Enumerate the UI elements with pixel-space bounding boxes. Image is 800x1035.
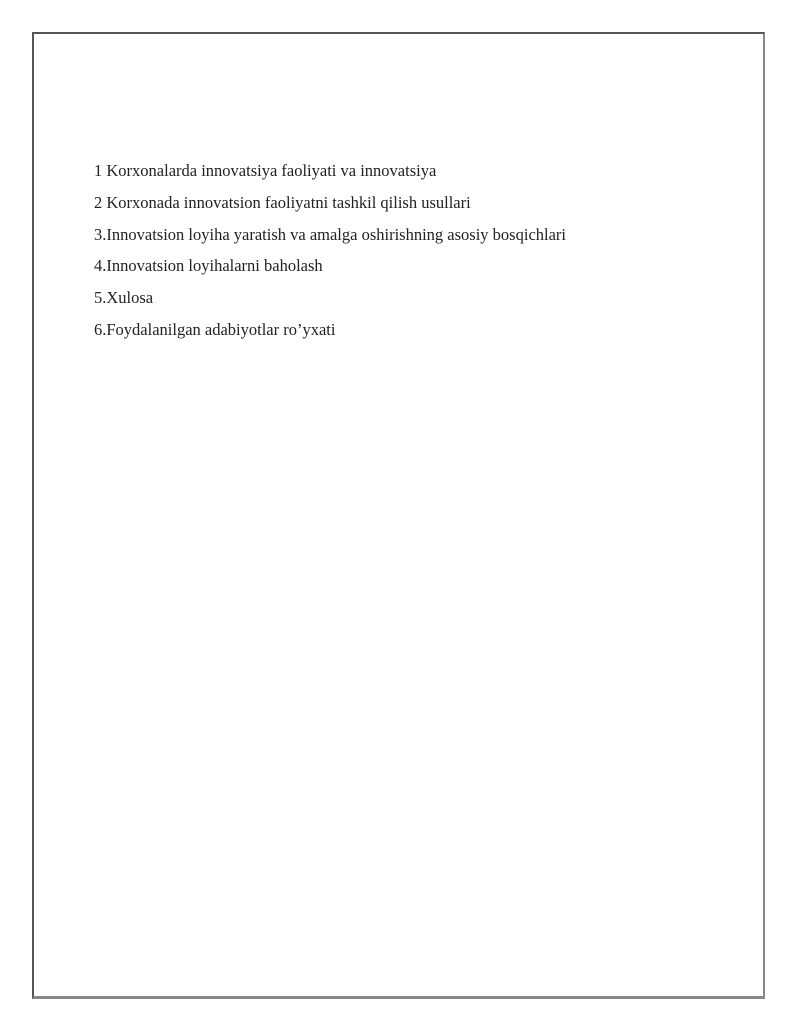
toc-item-1: 1 Korxonalarda innovatsiya faoliyati va innovatsiya bbox=[94, 161, 437, 180]
table-of-contents bbox=[94, 155, 566, 346]
toc-item-3: 3.Innovatsion loyiha yaratish va amalga oshirishning asosiy bosqichlari bbox=[94, 224, 566, 244]
toc-item-6: 6.Foydalanilgan adabiyotlar ro’yxati bbox=[94, 319, 336, 339]
toc-item-4: 4.Innovatsion loyihalarni baholash bbox=[94, 256, 323, 276]
toc-item-5: 5.Xulosa bbox=[94, 288, 154, 308]
toc-item-2: 2 Korxonada innovatsion faoliyatni tashkil qilish usullari bbox=[94, 192, 471, 212]
